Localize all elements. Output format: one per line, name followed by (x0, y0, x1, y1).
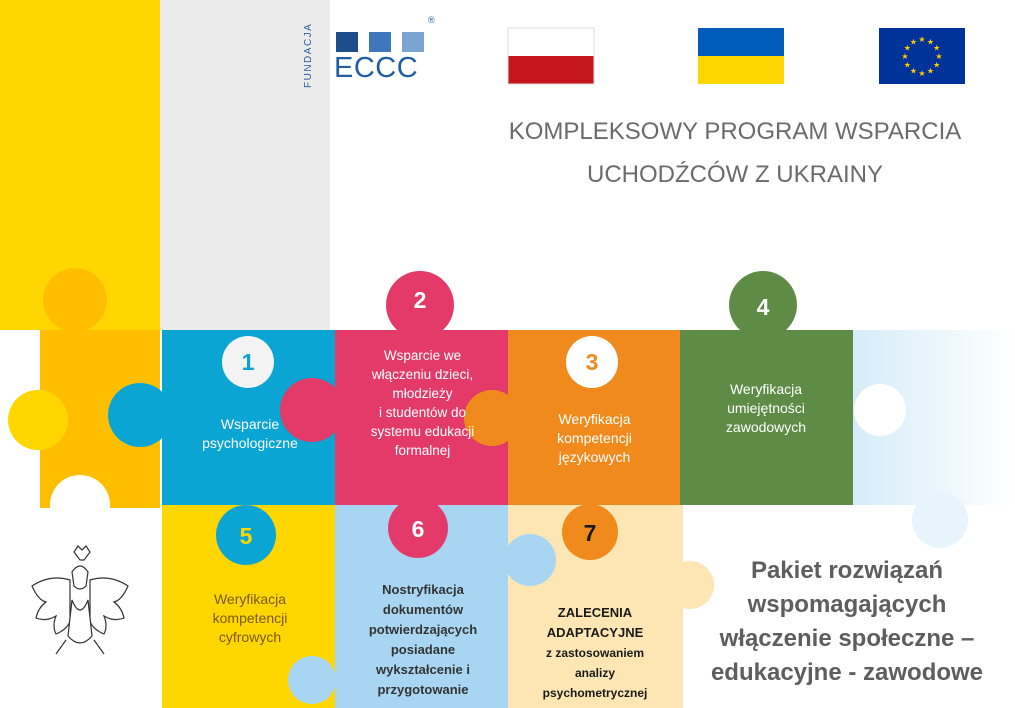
piece-7-number: 7 (583, 520, 597, 546)
eu-star-icon: ★ (918, 69, 926, 78)
poland-flag (508, 28, 594, 84)
eu-star-icon: ★ (903, 43, 911, 53)
logo-square (336, 32, 358, 52)
eu-star-icon: ★ (903, 60, 911, 70)
piece-3-text: Weryfikacja kompetencji językowych (557, 411, 632, 465)
registered-mark: ® (428, 15, 435, 25)
eu-star-icon: ★ (926, 37, 935, 47)
title-line-1: KOMPLEKSOWY PROGRAM WSPARCIA (508, 118, 962, 145)
eu-star-icon: ★ (933, 60, 941, 70)
eu-star-icon: ★ (935, 52, 943, 61)
piece-7-text: ZALECENIA ADAPTACYJNE z zastosowaniem analizy psychometrycznej (542, 605, 648, 700)
logo-square (402, 32, 424, 52)
piece-1-text: Wsparcie psychologiczne (202, 416, 298, 451)
piece-2-text: Wsparcie we włączeniu dzieci, młodzieży i studentów do systemu edukacji formalnej (370, 348, 475, 458)
eu-star-icon: ★ (901, 52, 909, 61)
piece-4-text: Weryfikacja umiejętności zawodowych (725, 381, 807, 435)
piece-6-text: Nostryfikacja dokumentów potwierdzających posiadane wykształcenie i przygotowanie (368, 582, 478, 697)
logo-square (369, 32, 391, 52)
logo-fundacja-text: FUNDACJA (303, 22, 314, 88)
title-line-2: UCHODŹCÓW Z UKRAINY (587, 161, 883, 188)
piece-3-number: 3 (585, 349, 599, 375)
piece-6-number: 6 (411, 516, 425, 542)
piece-5-text: Weryfikacja kompetencji cyfrowych (212, 591, 288, 645)
pakiet-text: Pakiet rozwiązań wspomagających włączenie społeczne – edukacyjne - zawodowe (710, 557, 984, 686)
eu-star-icon: ★ (926, 66, 935, 76)
eu-star-icon: ★ (909, 66, 918, 76)
logo-name: ECCC (334, 52, 419, 84)
eu-flag (879, 28, 965, 84)
piece-4-number: 4 (756, 294, 770, 320)
eu-star-icon: ★ (909, 37, 918, 47)
piece-2-number: 2 (413, 287, 427, 313)
eu-star-icon: ★ (933, 43, 941, 53)
piece-1-number: 1 (241, 349, 255, 375)
ukraine-flag (698, 28, 784, 84)
eu-star-icon: ★ (918, 35, 926, 44)
piece-5-number: 5 (239, 523, 253, 549)
